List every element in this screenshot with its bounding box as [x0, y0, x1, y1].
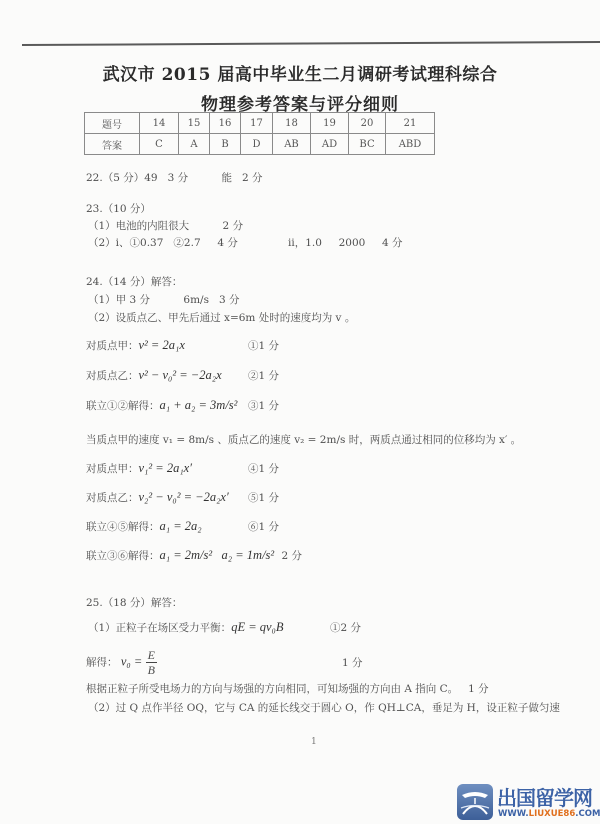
score-mark: 1 分 — [342, 657, 363, 669]
q24-part1: （1）甲 3 分 6m/s 3 分 — [88, 294, 240, 306]
q24-eq2 — [86, 368, 222, 383]
document-title: 武汉市 2015 届高中毕业生二月调研考试理科综合 — [102, 65, 498, 85]
q24-condition: 当质点甲的速度 v₁ = 8m/s 、质点乙的速度 v₂ = 2m/s 时，两质点通过相同的位移均为 x′ 。 — [86, 434, 522, 446]
score-mark: ⑥1 分 — [248, 521, 280, 533]
fraction — [146, 648, 157, 677]
equation: a₁ = 2a₂ — [159, 519, 202, 533]
q25-direction: 根据正粒子所受电场力的方向与场强的方向相同，可知场强的方向由 A 指向 C。 1 分 — [86, 683, 489, 695]
question-cell: 18 — [273, 113, 311, 134]
row-header-question: 题号 — [85, 113, 140, 134]
equation: v² = 2a₁x — [138, 338, 185, 352]
eq-label: 联立④⑤解得： — [86, 521, 160, 533]
document-subtitle: 物理参考答案与评分细则 — [201, 95, 399, 115]
eq-label: 联立①②解得： — [86, 400, 160, 412]
question-cell: 15 — [179, 113, 210, 134]
q24-eq6 — [86, 519, 202, 534]
answer-cell: C — [140, 134, 179, 155]
equation: a₁ = 2m/s² a₂ = 1m/s² — [159, 548, 275, 562]
score-mark: 2 分 — [281, 550, 303, 562]
graduation-cap-icon — [457, 784, 493, 820]
q25-part1 — [88, 620, 284, 635]
fraction-denominator: B — [147, 663, 155, 677]
equation-lhs: v₀ = — [120, 654, 143, 669]
q22-answer: 22.（5 分）49 3 分 能 2 分 — [86, 172, 263, 184]
q25-heading: 25.（18 分）解答： — [86, 597, 183, 609]
answer-table — [84, 112, 435, 155]
q23-part2b: ⅱ，1.0 2000 4 分 — [288, 237, 403, 249]
answer-cell: D — [241, 134, 273, 155]
equation: v₂² − v₀² = −2a₂x′ — [138, 490, 229, 504]
question-cell: 21 — [386, 113, 435, 134]
watermark-logo — [457, 782, 600, 822]
question-cell: 17 — [241, 113, 273, 134]
q24-heading: 24.（14 分）解答： — [86, 276, 183, 288]
score-mark: ①1 分 — [248, 340, 280, 352]
answer-cell: AD — [311, 134, 349, 155]
answer-cell: ABD — [386, 134, 435, 155]
q25-part2: （2）过 Q 点作半径 OQ，它与 CA 的延长线交于圆心 O，作 QH⊥CA，垂足为 H，设正粒子做匀速 — [88, 702, 560, 714]
equation: qE = qv₀B — [231, 620, 284, 634]
eq-label: 联立③⑥解得： — [86, 550, 160, 562]
q23-part2a: （2）ⅰ、①0.37 ②2.7 4 分 — [88, 237, 238, 249]
q24-eq5 — [86, 490, 229, 505]
q24-eq1 — [86, 338, 185, 353]
equation: a₁ + a₂ = 3m/s² — [159, 398, 238, 412]
answer-table-question-row — [85, 113, 435, 134]
q24-eq3 — [86, 398, 237, 413]
equation: v₁² = 2a₁x′ — [138, 461, 192, 475]
q25-solve — [86, 648, 157, 677]
q24-part2: （2）设质点乙、甲先后通过 x=6m 处时的速度均为 v 。 — [88, 312, 356, 324]
eq-label: 对质点甲： — [86, 463, 139, 475]
q23-part1: （1）电池的内阻很大 2 分 — [88, 220, 244, 232]
question-cell: 14 — [140, 113, 179, 134]
watermark-site-name: 出国留学网 — [497, 786, 592, 810]
fraction-numerator: E — [147, 648, 155, 662]
eq-label: 对质点乙： — [86, 492, 139, 504]
eq-label: 解得： — [86, 656, 118, 669]
header-rule — [22, 41, 600, 46]
url-prefix: WWW. — [498, 809, 529, 819]
score-mark: ⑤1 分 — [248, 492, 280, 504]
question-cell: 19 — [311, 113, 349, 134]
question-cell: 16 — [210, 113, 241, 134]
answer-cell: AB — [273, 134, 311, 155]
url-suffix: .COM — [575, 809, 600, 819]
answer-cell: A — [179, 134, 210, 155]
score-mark: ①2 分 — [330, 622, 362, 634]
q23-heading: 23.（10 分） — [86, 203, 151, 215]
answer-cell: BC — [349, 134, 386, 155]
equation: v² − v₀² = −2a₂x — [138, 368, 222, 382]
watermark-url — [498, 809, 600, 819]
score-mark: ④1 分 — [248, 463, 280, 475]
answer-cell: B — [210, 134, 241, 155]
q24-eq4 — [86, 461, 192, 476]
q24-eq7 — [86, 548, 302, 563]
eq-label: （1）正粒子在场区受力平衡： — [88, 622, 232, 634]
eq-label: 对质点甲： — [86, 340, 139, 352]
question-cell: 20 — [349, 113, 386, 134]
score-mark: ②1 分 — [248, 370, 280, 382]
row-header-answer: 答案 — [85, 134, 140, 155]
url-highlight: LIUXUE86 — [528, 809, 576, 819]
score-mark: ③1 分 — [248, 400, 280, 412]
eq-label: 对质点乙： — [86, 370, 139, 382]
answer-table-answer-row — [85, 134, 435, 155]
page-number: 1 — [311, 737, 317, 747]
